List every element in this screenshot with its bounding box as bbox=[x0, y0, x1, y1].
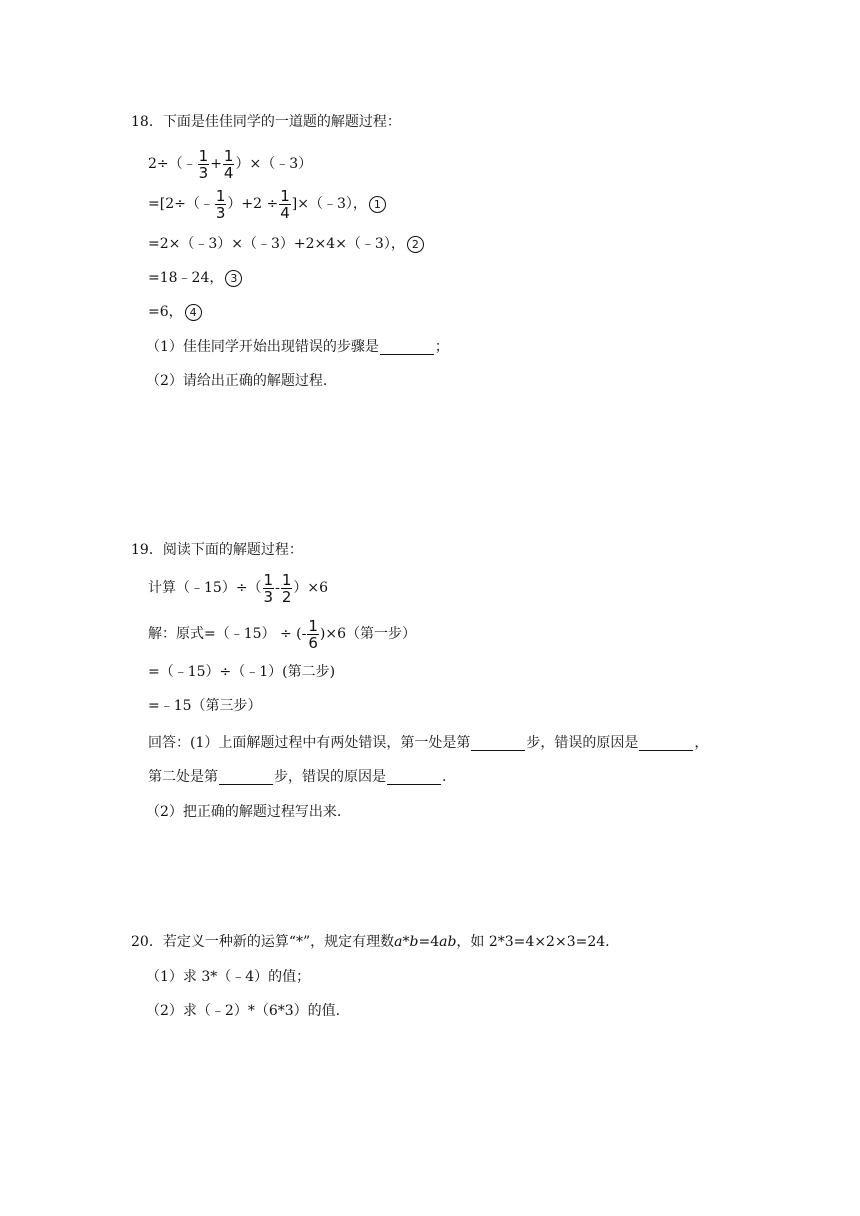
q18-step2 bbox=[148, 234, 424, 254]
q18-step1 bbox=[148, 186, 386, 222]
q18-step0-b: + bbox=[210, 156, 222, 172]
q18-sub1 bbox=[146, 337, 449, 357]
q20-sub2: （2）求（﹣2）*（6*3）的值. bbox=[146, 1003, 341, 1019]
q18-title: 18．下面是佳佳同学的一道题的解题过程： bbox=[131, 114, 401, 130]
q19-step1-a: 解：原式=（﹣15） ÷ (- bbox=[148, 626, 307, 642]
q19-step1-c: )×6（第一步） bbox=[319, 626, 417, 642]
eq: =4 bbox=[418, 934, 440, 950]
q18-step0 bbox=[148, 146, 312, 182]
q19-problem-c: ）×6 bbox=[293, 580, 329, 596]
fraction: $\frac{1}{6}$ bbox=[308, 616, 318, 652]
star: * bbox=[402, 934, 410, 950]
fraction: $\frac{1}{3}$ bbox=[198, 146, 209, 182]
answer-blank[interactable] bbox=[639, 736, 693, 751]
q18-step0-c: ）×（﹣3） bbox=[235, 156, 313, 172]
q19-answer1-b: 步，错误的原因是 bbox=[526, 735, 639, 751]
q19-answer2-c: . bbox=[442, 769, 447, 785]
fraction: $\frac{1}{4}$ bbox=[223, 146, 234, 182]
var-a: a bbox=[394, 934, 403, 950]
step-marker-3: 3 bbox=[225, 270, 242, 287]
var-b: b bbox=[409, 934, 419, 950]
fraction: $\frac{1}{4}$ bbox=[280, 186, 290, 222]
q19-sub2: （2）把正确的解题过程写出来. bbox=[146, 804, 342, 820]
q19-answer1-c: ， bbox=[694, 735, 709, 751]
q20-title-b: ，如 2*3=4×2×3=24. bbox=[456, 934, 610, 950]
q18-step1-b: ）+2 ÷ bbox=[227, 196, 279, 212]
q19-answer2-a: 第二处是第 bbox=[148, 769, 218, 785]
q18-sub2: （2）请给出正确的解题过程. bbox=[146, 373, 328, 389]
q19-title: 19．阅读下面的解题过程： bbox=[131, 542, 303, 558]
q19-step2: =（﹣15）÷（﹣1）(第二步) bbox=[148, 664, 336, 680]
answer-blank[interactable] bbox=[387, 770, 441, 785]
q18-sub1-text: （1）佳佳同学开始出现错误的步骤是 bbox=[146, 339, 379, 355]
fraction: $\frac{1}{3}$ bbox=[215, 186, 226, 222]
q18-step4-text: =6， bbox=[148, 304, 183, 320]
q18-step4 bbox=[148, 302, 202, 322]
step-marker-2: 2 bbox=[407, 236, 424, 253]
q19-step3: =﹣15（第三步） bbox=[148, 698, 262, 714]
answer-blank[interactable] bbox=[219, 770, 273, 785]
q19-step1 bbox=[148, 614, 416, 654]
q18-step3 bbox=[148, 268, 242, 288]
q18-sub1-end: ； bbox=[434, 339, 449, 355]
var-ab: ab bbox=[439, 934, 457, 950]
q19-problem bbox=[148, 568, 328, 608]
fraction: $\frac{1}{2}$ bbox=[281, 570, 292, 606]
q18-step2-text: =2×（﹣3）×（﹣3）+2×4×（﹣3）， bbox=[148, 236, 405, 252]
q19-answer1-a: 回答：(1）上面解题过程中有两处错误，第一处是第 bbox=[148, 735, 471, 751]
q19-answer2-b: 步，错误的原因是 bbox=[274, 769, 386, 785]
q18-step1-c: ]×（﹣3）， bbox=[291, 196, 367, 212]
answer-blank[interactable] bbox=[471, 736, 525, 751]
step-marker-4: 4 bbox=[185, 304, 202, 321]
fraction: $\frac{1}{3}$ bbox=[263, 570, 274, 606]
q19-answer2 bbox=[148, 767, 446, 787]
q18-step3-text: =18﹣24， bbox=[148, 270, 224, 286]
q20-sub1: （1）求 3*（﹣4）的值； bbox=[146, 969, 311, 985]
q18-step0-a: 2÷（﹣ bbox=[148, 156, 197, 172]
q19-answer1 bbox=[148, 733, 708, 753]
q19-problem-a: 计算（﹣15）÷（ bbox=[148, 580, 262, 596]
q18-step1-a: =[2÷（﹣ bbox=[148, 196, 214, 212]
answer-blank[interactable] bbox=[380, 340, 434, 355]
q20-title bbox=[131, 932, 610, 952]
step-marker-1: 1 bbox=[369, 196, 386, 213]
q20-title-a: 20．若定义一种新的运算“*”，规定有理数 bbox=[131, 934, 395, 950]
q19-problem-b: - bbox=[275, 580, 280, 596]
